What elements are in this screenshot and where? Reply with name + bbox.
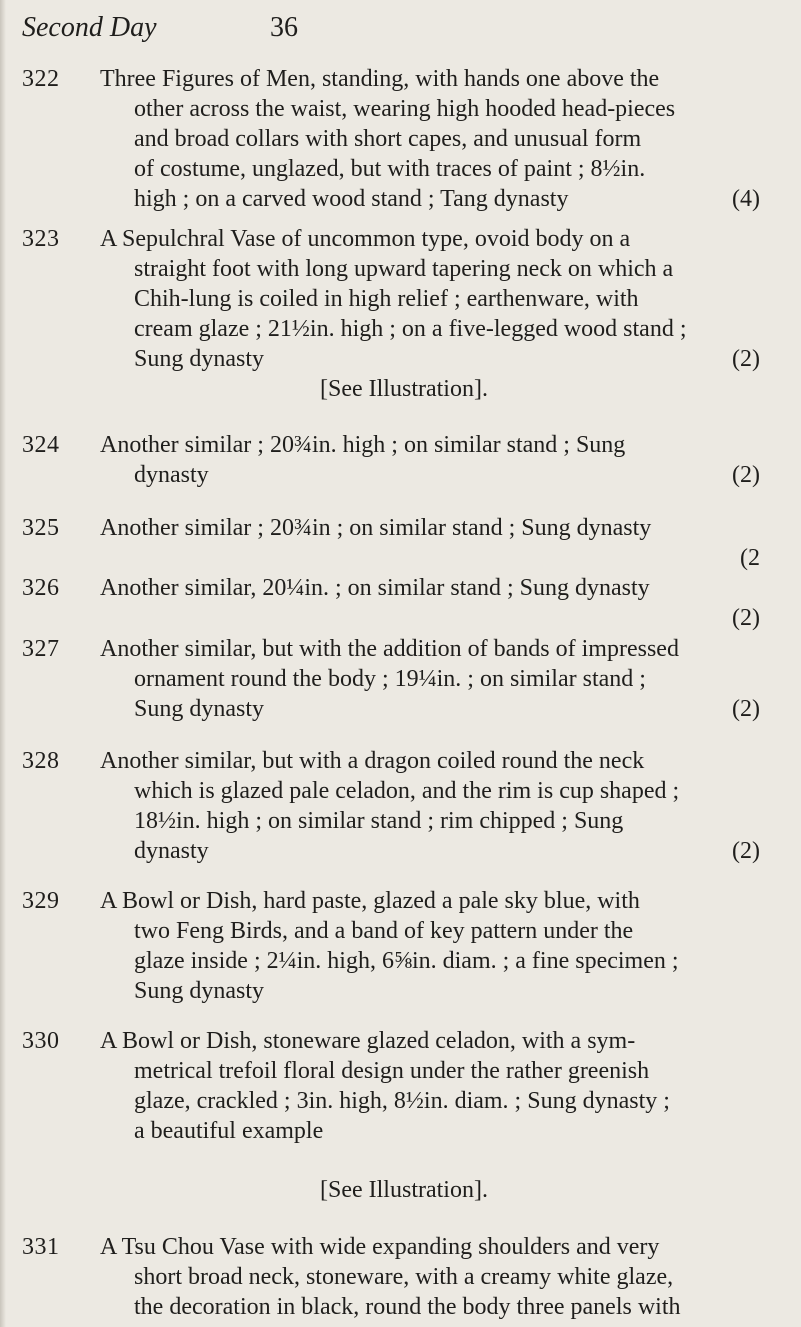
- lot-count: (2): [732, 605, 760, 631]
- lot-line: metrical trefoil floral design under the rather greenish: [134, 1058, 650, 1084]
- lot-line: [100, 543, 780, 573]
- lot-count: (2): [732, 696, 760, 722]
- lot-line: cream glaze ; 21½in. high ; on a five-legged wood stand ;: [134, 316, 687, 342]
- lot-count: (2: [740, 545, 760, 571]
- page-edge-shadow: [0, 0, 6, 1327]
- lot-line: Chih-lung is coiled in high relief ; earthenware, with: [134, 286, 639, 312]
- lot-line: ornament round the body ; 19¼in. ; on similar stand ;: [134, 666, 646, 692]
- lot-description: [100, 430, 780, 490]
- lot-line: short broad neck, stoneware, with a creamy white glaze,: [134, 1264, 674, 1290]
- lot-line: and broad collars with short capes, and unusual form: [134, 126, 642, 152]
- lot-line: glaze inside ; 2¼in. high, 6⅝in. diam. ; a fine specimen ;: [134, 948, 679, 974]
- lot-number: 325: [22, 515, 60, 541]
- lot-line: the decoration in black, round the body three panels with: [134, 1294, 681, 1320]
- lot-line-text: dynasty: [134, 838, 209, 864]
- lot-line: two Feng Birds, and a band of key pattern under the: [134, 918, 634, 944]
- lot-number: 331: [22, 1234, 60, 1260]
- lot-description: [100, 886, 780, 1006]
- lot-line-text: high ; on a carved wood stand ; Tang dynasty: [134, 186, 569, 212]
- lot-line: A Sepulchral Vase of uncommon type, ovoid body on a: [100, 226, 631, 252]
- lot-line: other across the waist, wearing high hooded head-pieces: [134, 96, 676, 122]
- lot-line: [100, 460, 780, 490]
- lot-number: 327: [22, 636, 60, 662]
- lot-line: glaze, crackled ; 3in. high, 8½in. diam. ; Sung dynasty ;: [134, 1088, 670, 1114]
- page-number: 36: [270, 12, 298, 43]
- lot-number: 330: [22, 1028, 60, 1054]
- lot-line: A Tsu Chou Vase with wide expanding shoulders and very: [100, 1234, 660, 1260]
- lot-line-text: dynasty: [134, 462, 209, 488]
- lot-count: (2): [732, 346, 760, 372]
- lot-number: 326: [22, 575, 60, 601]
- lot-number: 323: [22, 226, 60, 252]
- lot-description: [100, 573, 780, 633]
- lot-line: a beautiful example: [134, 1118, 324, 1144]
- lot-count: (2): [732, 462, 760, 488]
- lot-line: Another similar ; 20¾in ; on similar stand ; Sung dynasty: [100, 515, 652, 541]
- lot-line-text: Sung dynasty: [134, 696, 265, 722]
- lot-line: Another similar ; 20¾in. high ; on similar stand ; Sung: [100, 432, 626, 458]
- lot-description: [100, 1026, 780, 1146]
- lot-line: which is glazed pale celadon, and the rim is cup shaped ;: [134, 778, 680, 804]
- lot-count: (2): [732, 838, 760, 864]
- lot-line: 18½in. high ; on similar stand ; rim chipped ; Sung: [134, 808, 624, 834]
- lot-number: 324: [22, 432, 60, 458]
- lot-number: 322: [22, 66, 60, 92]
- lot-line: Sung dynasty: [134, 978, 265, 1004]
- lot-line: [100, 603, 780, 633]
- lot-description: [100, 1232, 780, 1322]
- lot-description: [100, 634, 780, 724]
- lot-line: [100, 694, 780, 724]
- lot-number: 329: [22, 888, 60, 914]
- lot-line: straight foot with long upward tapering neck on which a: [134, 256, 674, 282]
- lot-line: of costume, unglazed, but with traces of paint ; 8½in.: [134, 156, 646, 182]
- lot-line: A Bowl or Dish, hard paste, glazed a pale sky blue, with: [100, 888, 640, 914]
- lot-line: Another similar, 20¼in. ; on similar stand ; Sung dynasty: [100, 575, 650, 601]
- page-header: [0, 12, 801, 52]
- lot-line: Another similar, but with a dragon coiled round the neck: [100, 748, 645, 774]
- lot-line: Another similar, but with the addition of bands of impressed: [100, 636, 679, 662]
- lot-number: 328: [22, 748, 60, 774]
- lot-line-text: Sung dynasty: [134, 346, 265, 372]
- lot-description: [100, 224, 780, 374]
- lot-line: Three Figures of Men, standing, with hands one above the: [100, 66, 660, 92]
- running-title: Second Day: [22, 12, 157, 43]
- lot-line: A Bowl or Dish, stoneware glazed celadon, with a sym-: [100, 1028, 636, 1054]
- lot-line: [100, 184, 780, 214]
- lot-description: [100, 64, 780, 214]
- lot-description: [100, 513, 780, 573]
- lot-line: [100, 344, 780, 374]
- lot-count: (4): [732, 186, 760, 212]
- lot-description: [100, 746, 780, 866]
- lot-line: [100, 836, 780, 866]
